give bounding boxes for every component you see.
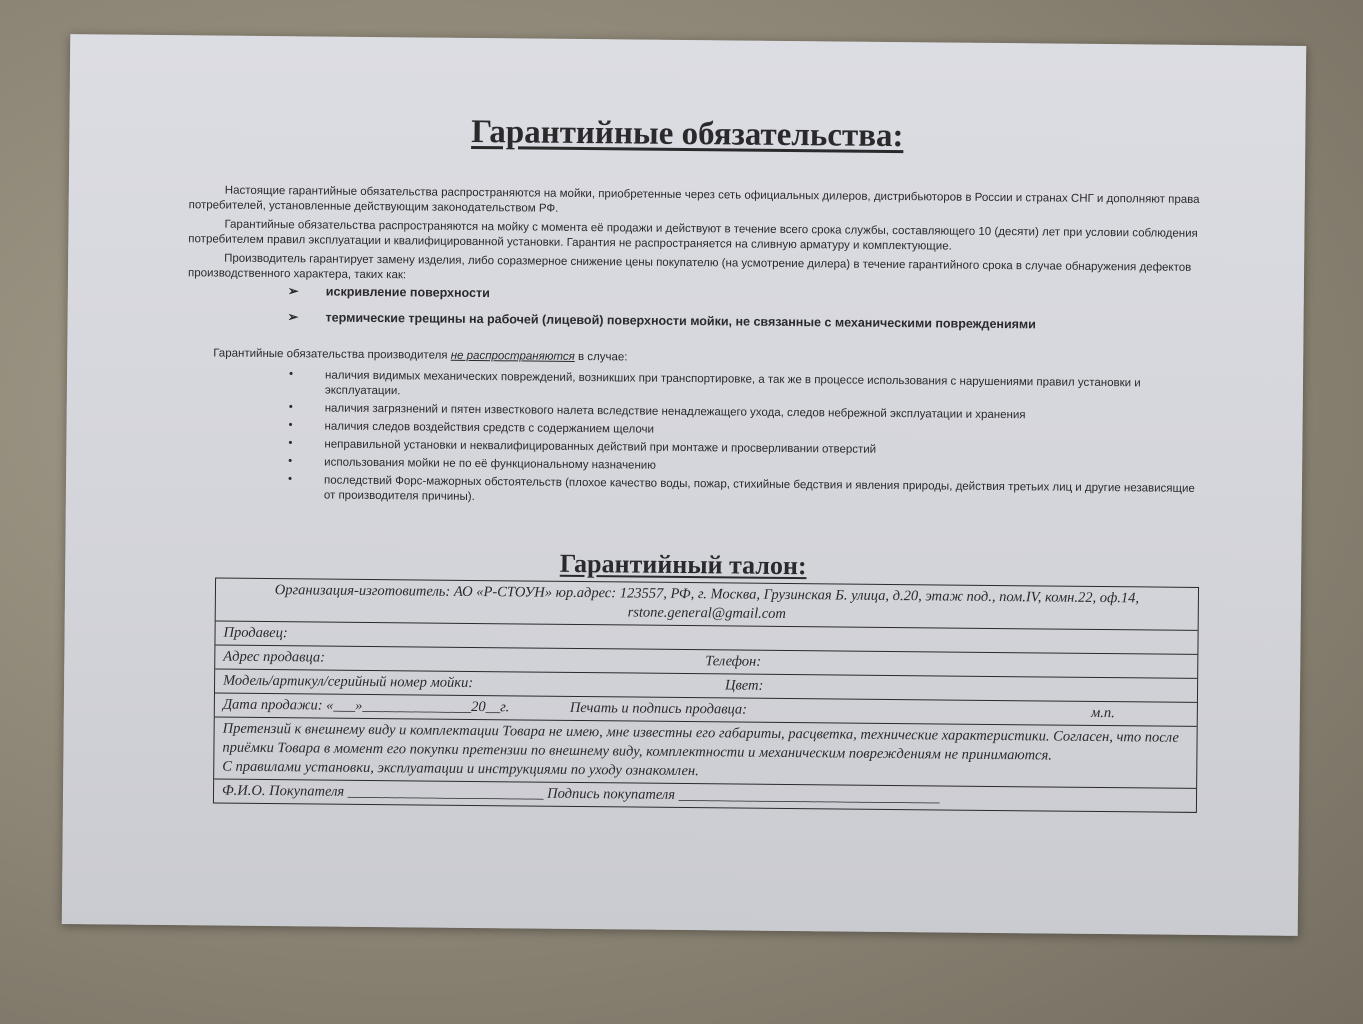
color-label: Цвет: <box>725 677 764 694</box>
page-title: Гарантийные обязательства: <box>471 113 904 155</box>
buyer-name-label: Ф.И.О. Покупателя ___________________________ <box>221 782 544 802</box>
list-item: • наличия загрязнений и пятен известкового налета вследствие ненадлежащего ухода, следов небрежной эксплуатации и хранения <box>288 401 1026 422</box>
talon-title: Гарантийный талон: <box>559 548 807 581</box>
defect-text: термические трещины на рабочей (лицевой) поверхности мойки, не связанные с механическими повреждениями <box>325 310 1036 332</box>
defects-list <box>287 284 1036 343</box>
sale-date-label: Дата продажи: «___»_______________20__г. <box>222 696 510 716</box>
list-item: • неправильной установки и неквалифицированных действий при монтаже и просверливании отверстий <box>288 437 877 456</box>
emphasis-text: не распространяются <box>450 349 575 363</box>
list-item: • использования мойки не по её функциональному назначению <box>288 455 656 472</box>
buyer-signature-label: Подпись покупателя ____________________________________ <box>547 785 940 806</box>
warranty-sheet <box>62 34 1306 936</box>
defect-text: искривление поверхности <box>325 284 490 301</box>
model-label: Модель/артикул/серийный номер мойки: <box>223 672 474 691</box>
list-item: • наличия видимых механических повреждений, возникших при транспортировке, а так же в процессе использования с нарушениями правил установки и эксплуатации. <box>288 368 1141 398</box>
rules-text: С правилами установки, эксплуатации и инструкциями по уходу ознакомлен. <box>222 758 699 780</box>
exclusions-list <box>288 368 1209 515</box>
warranty-card-table <box>213 578 1199 813</box>
paragraph-scope: Настоящие гарантийные обязательства распространяются на мойки, приобретенные через сеть официальных дилеров, дистрибьюторов в России и странах СНГ и дополняют права потребителей, установленные действующим законодательством РФ. <box>188 184 1200 215</box>
claims-row <box>214 718 1197 789</box>
claims-text: Претензий к внешнему виду и комплектации Товара не имею, мне известны его габариты, расцветка, технические характеристики. Согласен, что после приёмки Товара в момент его покупки претензии по внешнему виду, комплектности и механическим повреждениям не принимаются. <box>222 720 1179 764</box>
bullet-icon: • <box>288 401 293 414</box>
paragraph-replacement: Производитель гарантирует замену изделия, либо соразмерное снижение цены покупателю (на усмотрение дилера) в течение гарантийного срока в случае обнаружения дефектов производственного характера, таких как: <box>187 252 1192 282</box>
seller-label: Продавец: <box>223 624 288 642</box>
list-item: • наличия следов воздействия средств с содержанием щелочи <box>288 419 654 436</box>
manufacturer-row: Организация-изготовитель: АО «Р-СТОУН» юр.адрес: 123557, РФ, г. Москва, Грузинская Б. улица, д.20, этаж под., пом.IV, комн.22, оф.14, rstone.general@gmail.com <box>216 579 1198 631</box>
stamp-label: м.п. <box>1090 704 1115 722</box>
exclusions-heading: Гарантийные обязательства производителя не распространяются в случае: <box>213 347 628 364</box>
list-item: • последствий Форс-мажорных обстоятельств (плохое качество воды, пожар, стихийные бедствия и явления природы, действия третьих лиц и другие независящие от производителя причины). <box>287 473 1195 503</box>
seal-label: Печать и подпись продавца: <box>569 699 748 718</box>
seller-address-label: Адрес продавца: <box>223 648 326 666</box>
arrow-bullet-icon: ➢ <box>287 309 299 325</box>
bullet-icon: • <box>288 437 293 450</box>
arrow-bullet-icon: ➢ <box>287 283 299 299</box>
bullet-icon: • <box>288 419 293 432</box>
bullet-icon: • <box>288 368 294 381</box>
paragraph-term: Гарантийные обязательства распространяются на мойку с момента её продажи и действуют в течение всего срока службы, составляющего 10 (десяти) лет при условии соблюдения потребителем правил эксплуатации и квалифицированной установки. Гарантия не распространяется на сливную арматуру и комплектующие. <box>188 218 1198 253</box>
phone-label: Телефон: <box>705 653 762 670</box>
bullet-icon: • <box>287 473 293 486</box>
bullet-icon: • <box>288 455 293 468</box>
